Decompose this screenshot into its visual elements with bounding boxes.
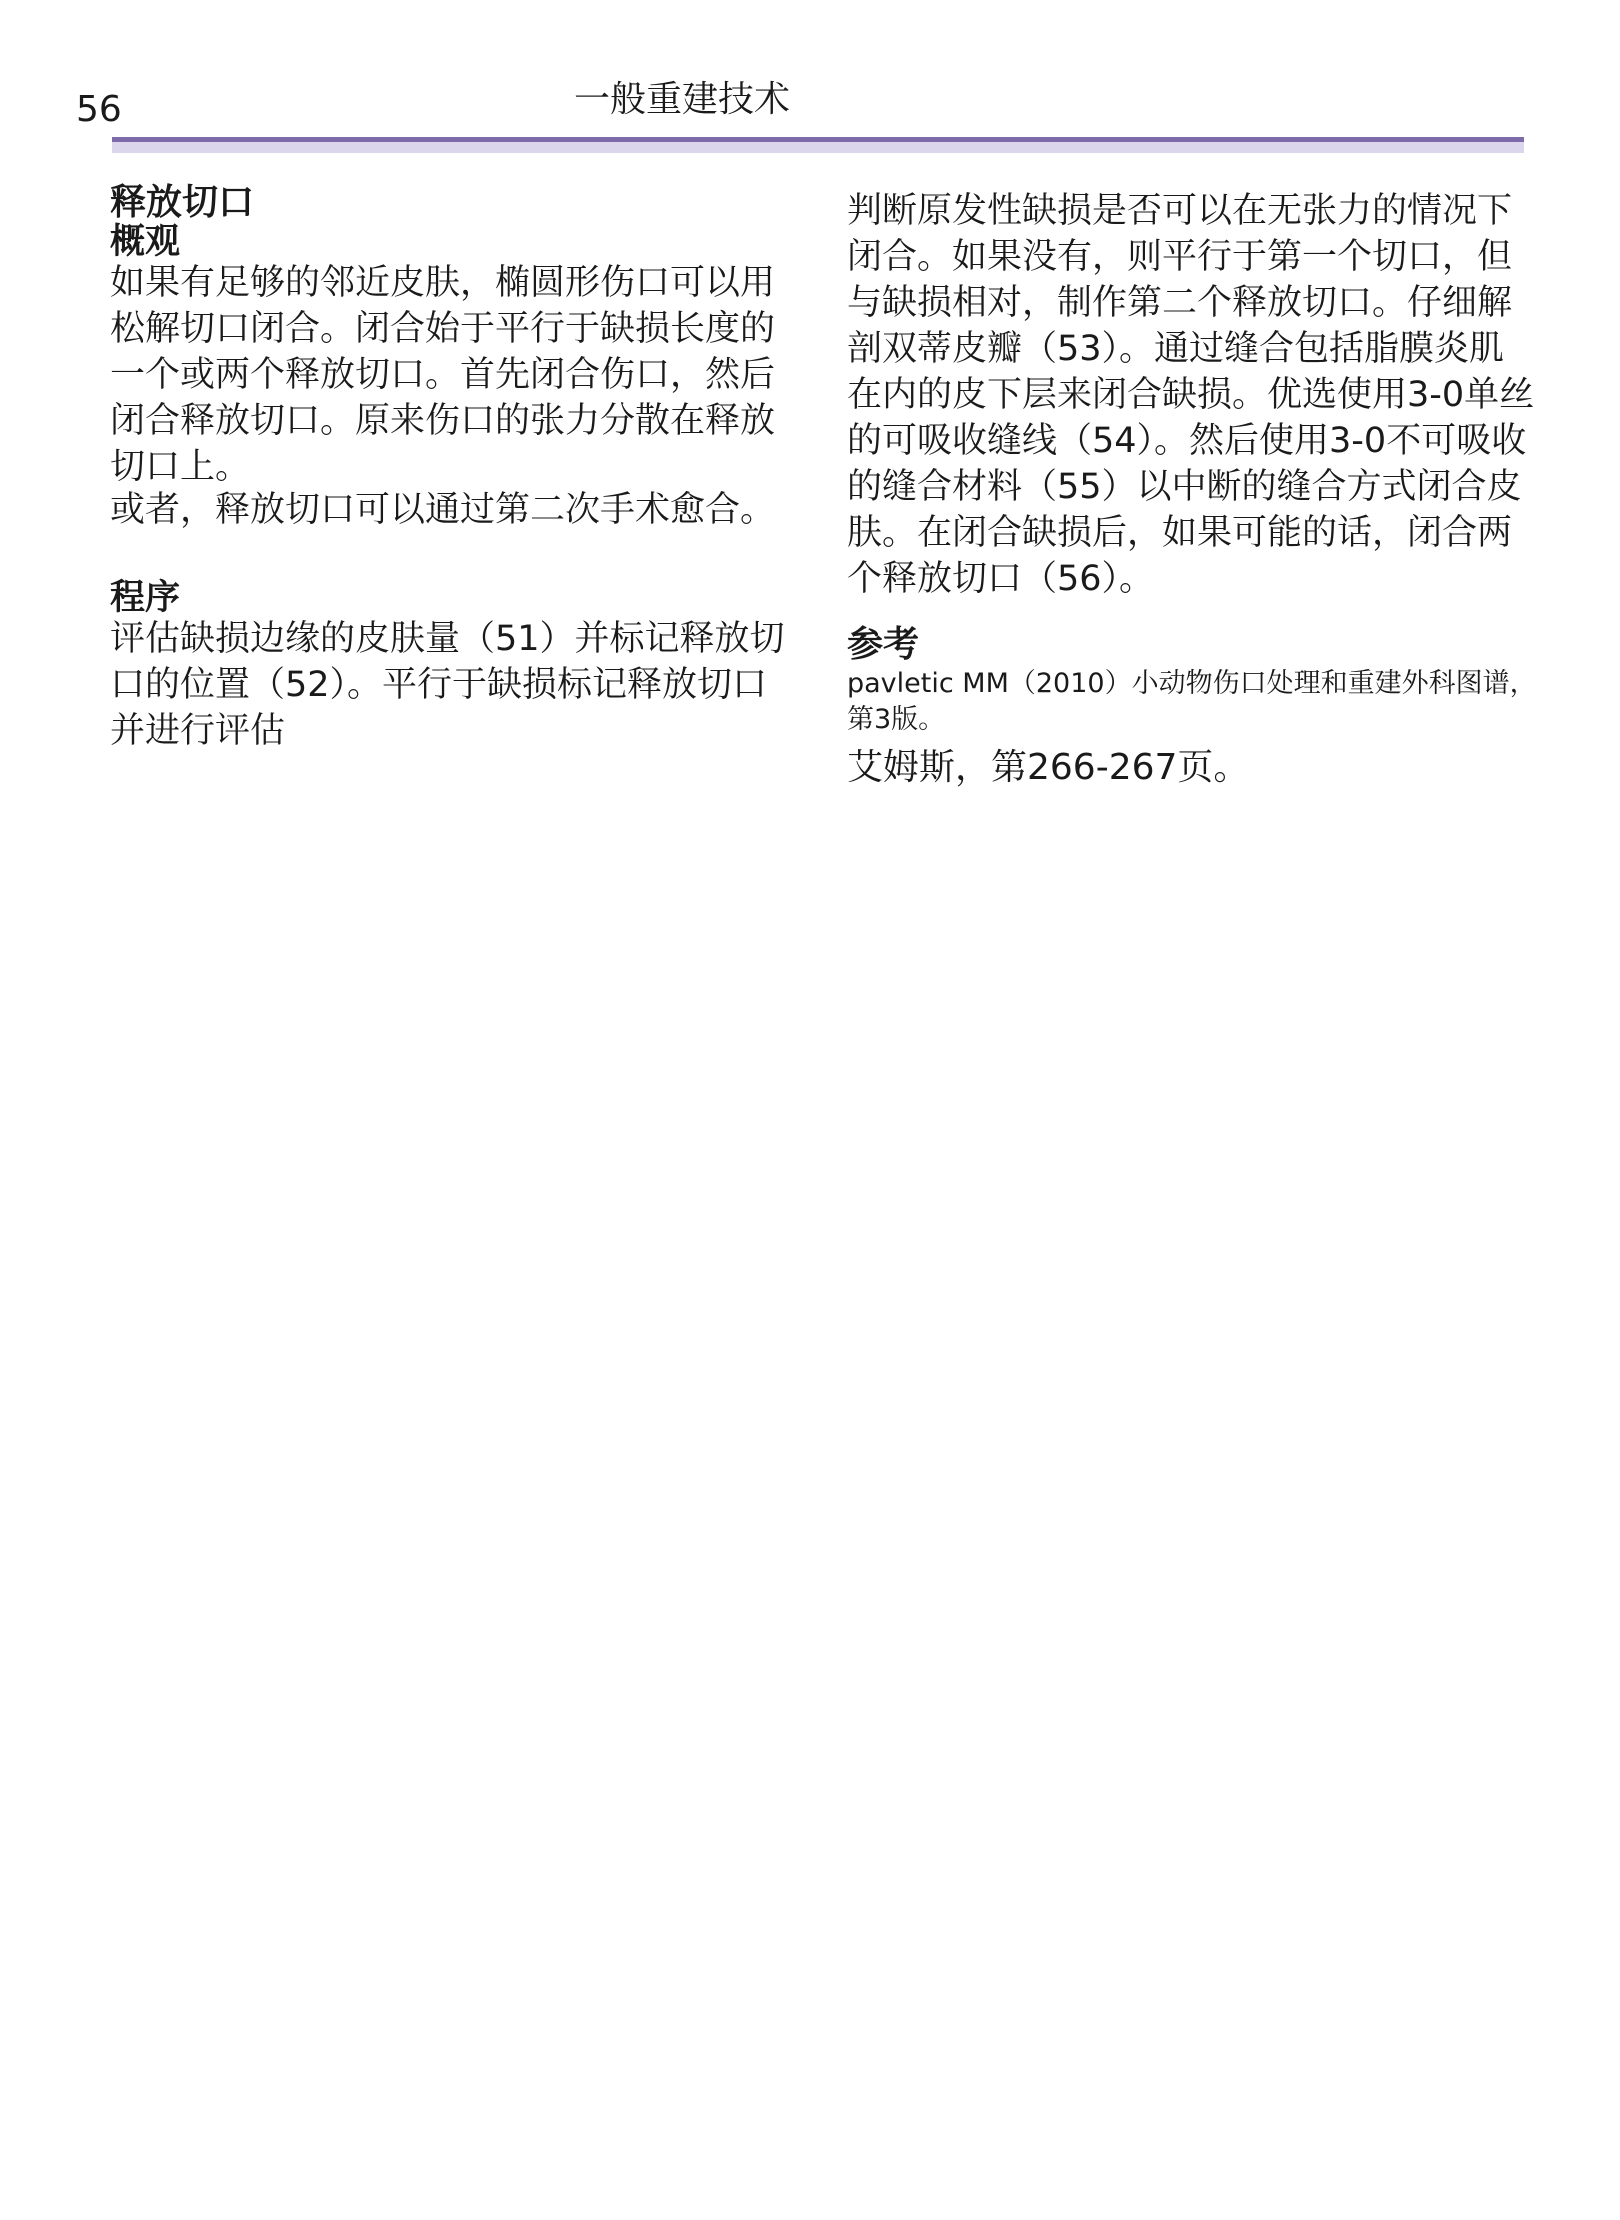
overview-paragraph: 如果有足够的邻近皮肤，椭圆形伤口可以用松解切口闭合。闭合始于平行于缺损长度的一个或两个释放切口。首先闭合伤口，然后闭合释放切口。原来伤口的张力分散在释放切口上。 <box>110 263 776 487</box>
left-column <box>110 182 800 754</box>
reference-pages: 艾姆斯，第266-267页。 <box>847 747 1250 788</box>
section-title: 释放切口 <box>110 182 255 223</box>
page-number: 56 <box>76 89 122 130</box>
right-column <box>847 188 1537 790</box>
procedure-continued-paragraph: 判断原发性缺损是否可以在无张力的情况下闭合。如果没有，则平行于第一个切口，但与缺损相对，制作第二个释放切口。仔细解剖双蒂皮瓣（53）。通过缝合包括脂膜炎肌在内的皮下层来闭合缺损。优选使用3-0单丝的可吸收缝线（54）。然后使用3-0不可吸收的缝合材料（55）以中断的缝合方式闭合皮肤。在闭合缺损后，如果可能的话，闭合两个释放切口（56）。 <box>847 191 1535 599</box>
procedure-heading: 程序 <box>110 578 181 618</box>
reference-citation: pavletic MM（2010）小动物伤口处理和重建外科图谱，第3版。 <box>847 668 1537 735</box>
overview-heading: 概观 <box>110 222 181 262</box>
reference-heading: 参考 <box>847 624 920 665</box>
header-rule-band <box>112 142 1524 153</box>
procedure-paragraph: 评估缺损边缘的皮肤量（51）并标记释放切口的位置（52）。平行于缺损标记释放切口并进行评估 <box>110 619 785 751</box>
overview-paragraph-2: 或者，释放切口可以通过第二次手术愈合。 <box>110 490 776 530</box>
running-header-title: 一般重建技术 <box>574 79 791 120</box>
